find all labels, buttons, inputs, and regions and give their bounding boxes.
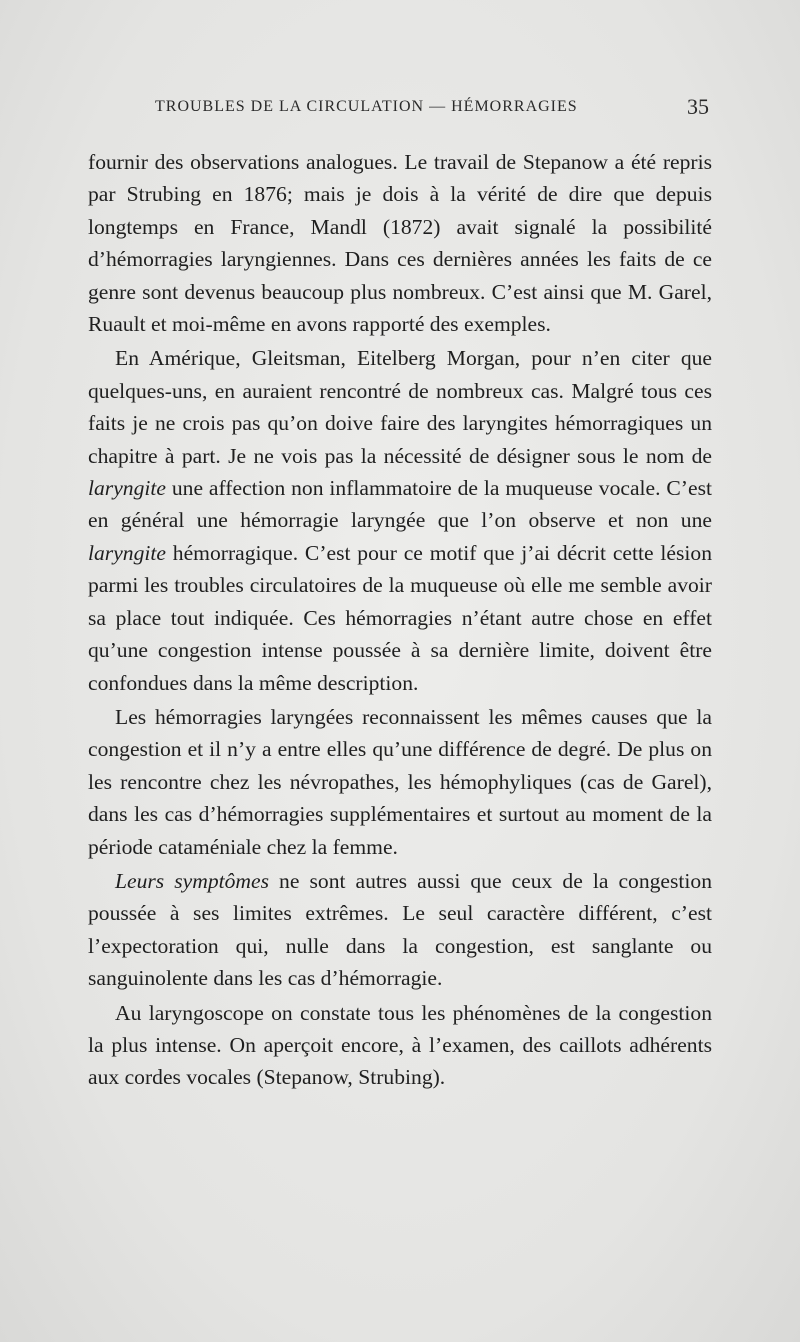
paragraph-1: fournir des observations analogues. Le travail de Stepanow a été repris par Strubing en 1876; mais je dois à la vérité de dire que depuis longtemps en France, Mandl (1872) avait signalé la possibilité d’hémorragies laryngiennes. Dans ces dernières années les faits de ce genre sont devenus beaucoup plus nombreux. C’est ainsi que M. Garel, Ruault et moi-même en avons rapporté des exemples. — [88, 150, 712, 337]
paragraph-2 — [88, 342, 712, 698]
page-number: 35 — [687, 94, 709, 119]
running-header — [155, 92, 709, 122]
paragraph-text: une affection non inflammatoire de la muqueuse vocale. C’est en général une hémorragie laryngée que l’on observe et non une — [88, 476, 712, 533]
paragraph-text: En Amérique, Gleitsman, Eitelberg Morgan, pour n’en citer que quelques-uns, en auraient rencontré de nombreux cas. Malgré tous ces faits je ne crois pas qu’on doive faire des laryngites hémorragiques un chapitre à part. Je ne vois pas la nécessité de désigner sous le nom de — [88, 346, 712, 468]
paragraph-5: Au laryngoscope on constate tous les phénomènes de la congestion la plus intense. On aperçoit encore, à l’examen, des caillots adhérents aux cordes vocales (Stepanow, Strubing). — [88, 1000, 712, 1090]
paragraph-4 — [88, 865, 712, 995]
page-body — [88, 146, 712, 1094]
paragraph-3: Les hémorragies laryngées reconnaissent les mêmes causes que la congestion et il n’y a entre elles qu’une différence de degré. De plus on les rencontre chez les névropathes, les hémophyliques (cas de Garel), dans les cas d’hémorragies supplémentaires et surtout au moment de la période cataméniale chez la femme. — [88, 704, 712, 859]
italic-term: Leurs symptômes — [115, 868, 270, 893]
running-title: TROUBLES DE LA CIRCULATION — HÉMORRAGIES — [155, 98, 578, 115]
italic-term: laryngite — [88, 540, 166, 565]
italic-term: laryngite — [88, 476, 166, 501]
paragraph-text: ne sont autres aussi que ceux de la congestion poussée à ses limites extrêmes. Le seul caractère différent, c’est l’expectoration qui, nulle dans la congestion, est sanglante ou sanguinolente dans les cas d’hémorragie. — [88, 868, 713, 991]
paragraph-text: hémorragique. C’est pour ce motif que j’ai décrit cette lésion parmi les troubles circulatoires de la muqueuse où elle me semble avoir sa place tout indiquée. Ces hémorragies n’étant autre chose en effet qu’une congestion intense poussée à sa dernière limite, doivent être confondues dans la même description. — [88, 540, 712, 695]
